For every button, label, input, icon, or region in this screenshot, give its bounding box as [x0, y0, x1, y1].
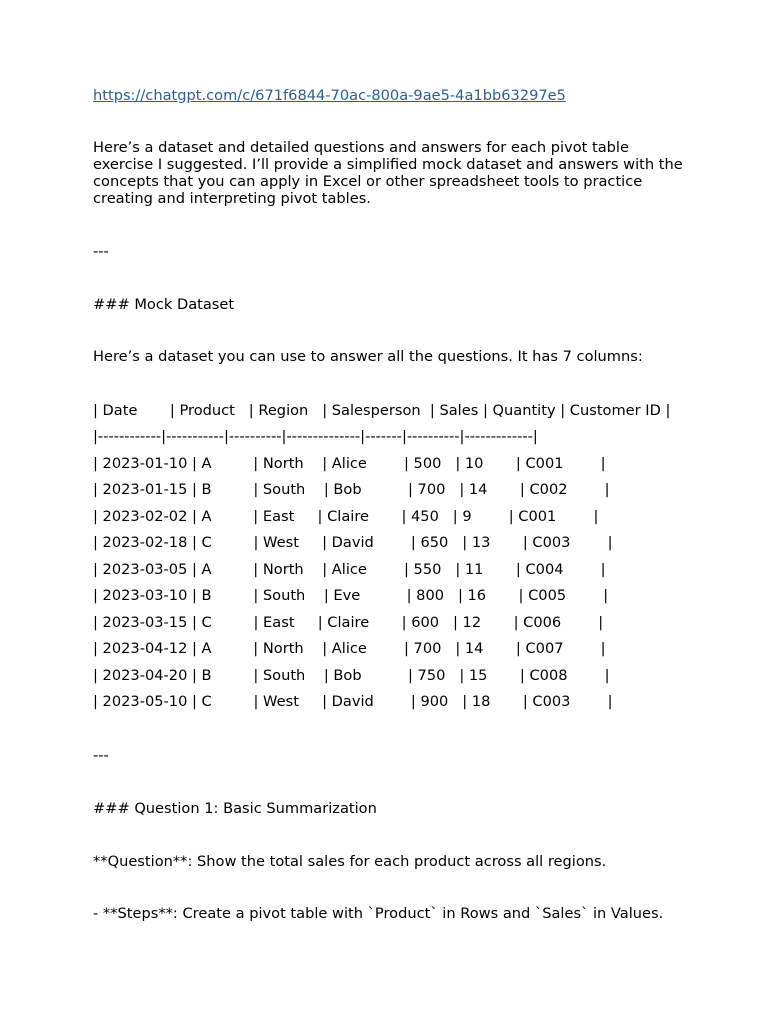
table-row: | 2023-04-12 | A | North | Alice | 700 | 14 | C007 |	[93, 640, 606, 657]
dataset-heading: ### Mock Dataset	[93, 296, 235, 313]
question1-heading: ### Question 1: Basic Summarization	[93, 800, 377, 817]
intro-paragraph	[93, 139, 683, 207]
table-divider-line: |------------|-----------|----------|--------------|-------|----------|-------------|	[93, 428, 538, 445]
table-row: | 2023-01-15 | B | South | Bob | 700 | 14 | C002 |	[93, 481, 610, 498]
table-row: | 2023-04-20 | B | South | Bob | 750 | 15 | C008 |	[93, 667, 610, 684]
dataset-intro: Here’s a dataset you can use to answer all the questions. It has 7 columns:	[93, 348, 643, 365]
table-row: | 2023-05-10 | C | West | David | 900 | 18 | C003 |	[93, 693, 613, 710]
table-row: | 2023-03-15 | C | East | Claire | 600 | 12 | C006 |	[93, 614, 604, 631]
separator: ---	[93, 747, 109, 764]
table-row: | 2023-01-10 | A | North | Alice | 500 | 10 | C001 |	[93, 455, 606, 472]
question1-text: **Question**: Show the total sales for each product across all regions.	[93, 853, 607, 870]
intro-line: exercise I suggested. I’ll provide a simplified mock dataset and answers with the	[93, 156, 683, 173]
table-row: | 2023-02-18 | C | West | David | 650 | 13 | C003 |	[93, 534, 613, 551]
intro-line: creating and interpreting pivot tables.	[93, 190, 371, 207]
table-row: | 2023-03-05 | A | North | Alice | 550 | 11 | C004 |	[93, 561, 606, 578]
table-header-line: | Date | Product | Region | Salesperson | Sales | Quantity | Customer ID |	[93, 402, 671, 419]
intro-line: concepts that you can apply in Excel or other spreadsheet tools to practice	[93, 173, 643, 190]
question1-steps: - **Steps**: Create a pivot table with `Product` in Rows and `Sales` in Values.	[93, 905, 664, 922]
table-row: | 2023-03-10 | B | South | Eve | 800 | 16 | C005 |	[93, 587, 609, 604]
intro-line: Here’s a dataset and detailed questions and answers for each pivot table	[93, 139, 629, 156]
table-row: | 2023-02-02 | A | East | Claire | 450 | 9 | C001 |	[93, 508, 599, 525]
separator: ---	[93, 243, 109, 260]
chat-link[interactable]: https://chatgpt.com/c/671f6844-70ac-800a-9ae5-4a1bb63297e5	[93, 87, 566, 104]
